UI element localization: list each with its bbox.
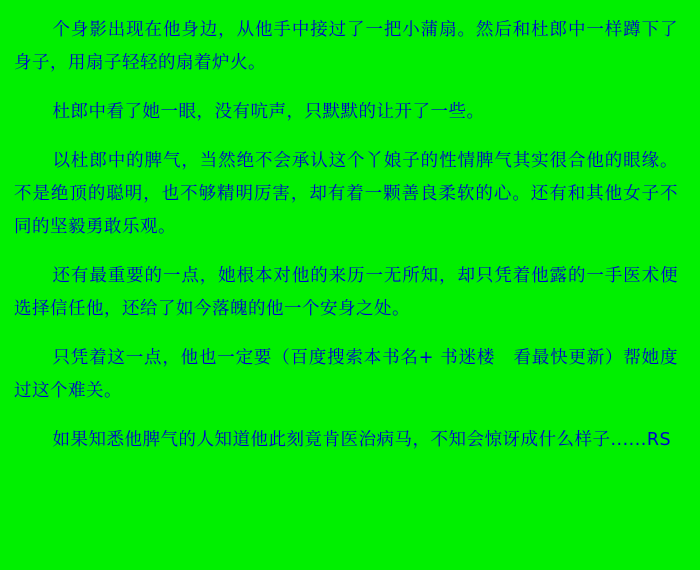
paragraph: 杜郎中看了她一眼，没有吭声，只默默的让开了一些。	[52, 102, 485, 122]
paragraph: 个身影出现在他身边，从他手中接过了一把小蒲扇。然后和杜郎中一样蹲下了身子，用扇子轻轻的扇着炉火。	[14, 20, 678, 73]
paragraph: 只凭着这一点，他也一定要（百度搜索本书名+ 书迷楼 看最快更新）帮她度过这个难关。	[14, 348, 678, 401]
paragraph: 还有最重要的一点，她根本对他的来历一无所知，却只凭着他露的一手医术便选择信任他，还给了如今落魄的他一个安身之处。	[14, 266, 678, 319]
paragraph: 以杜郎中的脾气，当然绝不会承认这个丫娘子的性情脾气其实很合他的眼缘。不是绝顶的聪明，也不够精明厉害，却有着一颗善良柔软的心。还有和其他女子不同的坚毅勇敢乐观。	[14, 151, 678, 237]
paragraph: 如果知悉他脾气的人知道他此刻竟肯医治病马，不知会惊讶成什么样子......RS	[52, 430, 672, 450]
